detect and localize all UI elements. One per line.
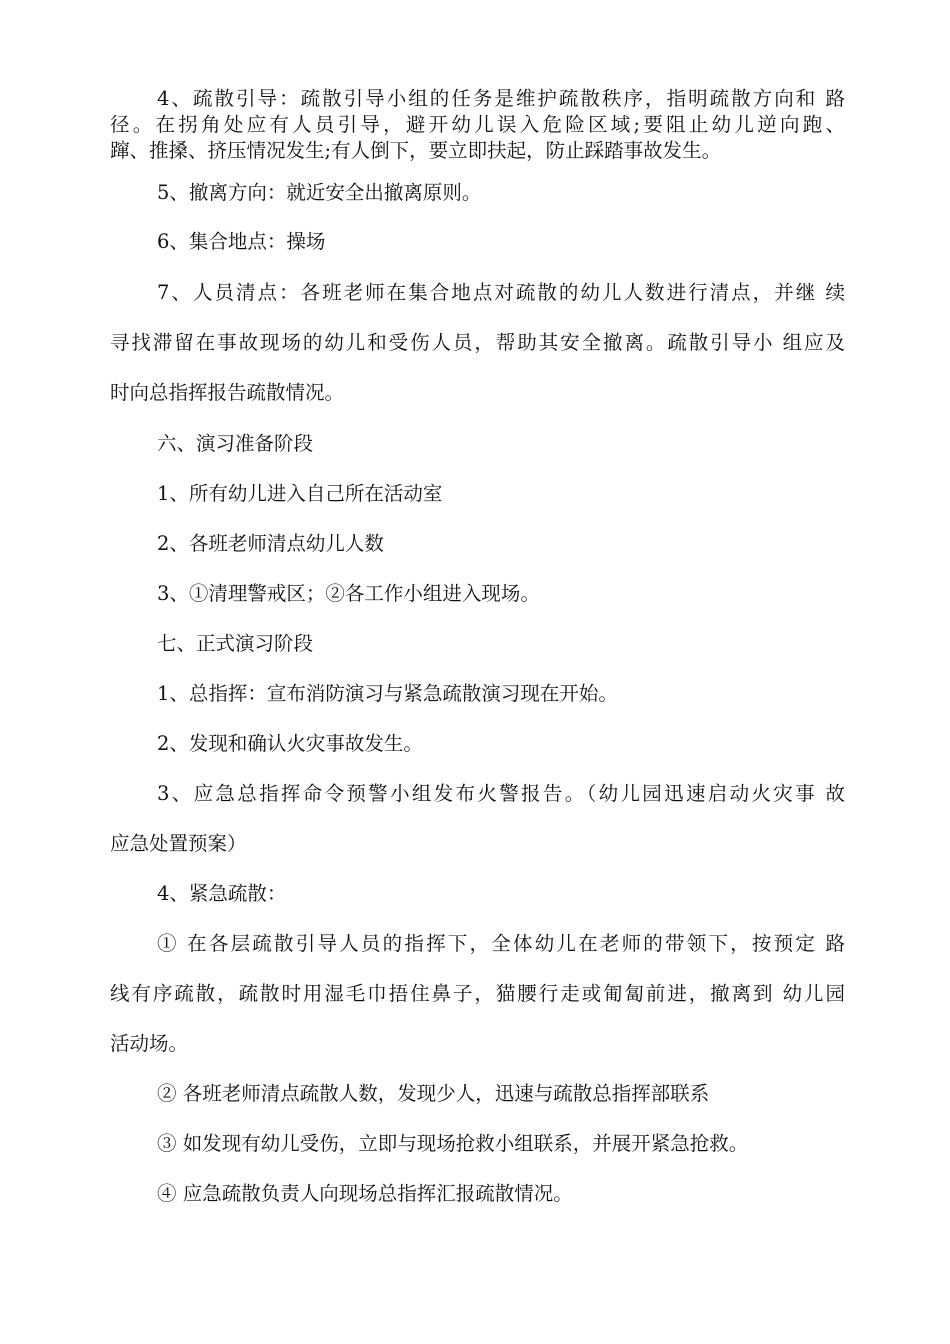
text-line: 7、人员清点：各班老师在集合地点对疏散的幼儿人数进行清点，并继 续 (157, 281, 845, 304)
text-line: 活动场。 (110, 1032, 189, 1055)
text-line: 线有序疏散，疏散时用湿毛巾捂住鼻子，猫腰行走或匍匐前进，撤离到 幼儿园 (110, 982, 845, 1005)
text-line: 寻找滞留在事故现场的幼儿和受伤人员，帮助其安全撤离。疏散引导小 组应及 (110, 331, 845, 354)
text-line: 1、所有幼儿进入自己所在活动室 (157, 482, 443, 505)
text-line: 3、应急总指挥命令预警小组发布火警报告。（幼儿园迅速启动火灾事 故 (157, 782, 845, 805)
text-line: 1、总指挥：宣布消防演习与紧急疏散演习现在开始。 (157, 682, 618, 705)
text-line: ① 在各层疏散引导人员的指挥下，全体幼儿在老师的带领下，按预定 路 (157, 932, 845, 955)
text-line: ④ 应急疏散负责人向现场总指挥汇报疏散情况。 (157, 1182, 573, 1205)
text-line: 6、集合地点：操场 (157, 230, 326, 253)
text-line: 5、撤离方向：就近安全出撤离原则。 (157, 181, 482, 204)
text-line: ③ 如发现有幼儿受伤，立即与现场抢救小组联系，并展开紧急抢救。 (157, 1132, 749, 1155)
text-line: 蹿、推搡、挤压情况发生;有人倒下，要立即扶起，防止踩踏事故发生。 (110, 139, 722, 162)
text-line: 时向总指挥报告疏散情况。 (110, 381, 345, 404)
text-line: 2、各班老师清点幼儿人数 (157, 532, 384, 555)
text-line: ② 各班老师清点疏散人数，发现少人，迅速与疏散总指挥部联系 (157, 1082, 710, 1105)
text-line: 应急处置预案） (110, 832, 247, 855)
text-line: 4、疏散引导：疏散引导小组的任务是维护疏散秩序，指明疏散方向和 路 (157, 87, 845, 110)
text-line: 3、①清理警戒区；②各工作小组进入现场。 (157, 582, 540, 605)
section-heading: 七、正式演习阶段 (157, 632, 314, 655)
text-line: 2、发现和确认火灾事故发生。 (157, 732, 423, 755)
text-line: 4、紧急疏散： (157, 882, 287, 905)
section-heading: 六、演习准备阶段 (157, 432, 314, 455)
text-line: 径。在拐角处应有人员引导，避开幼儿误入危险区域;要阻止幼儿逆向跑、 (110, 113, 845, 136)
